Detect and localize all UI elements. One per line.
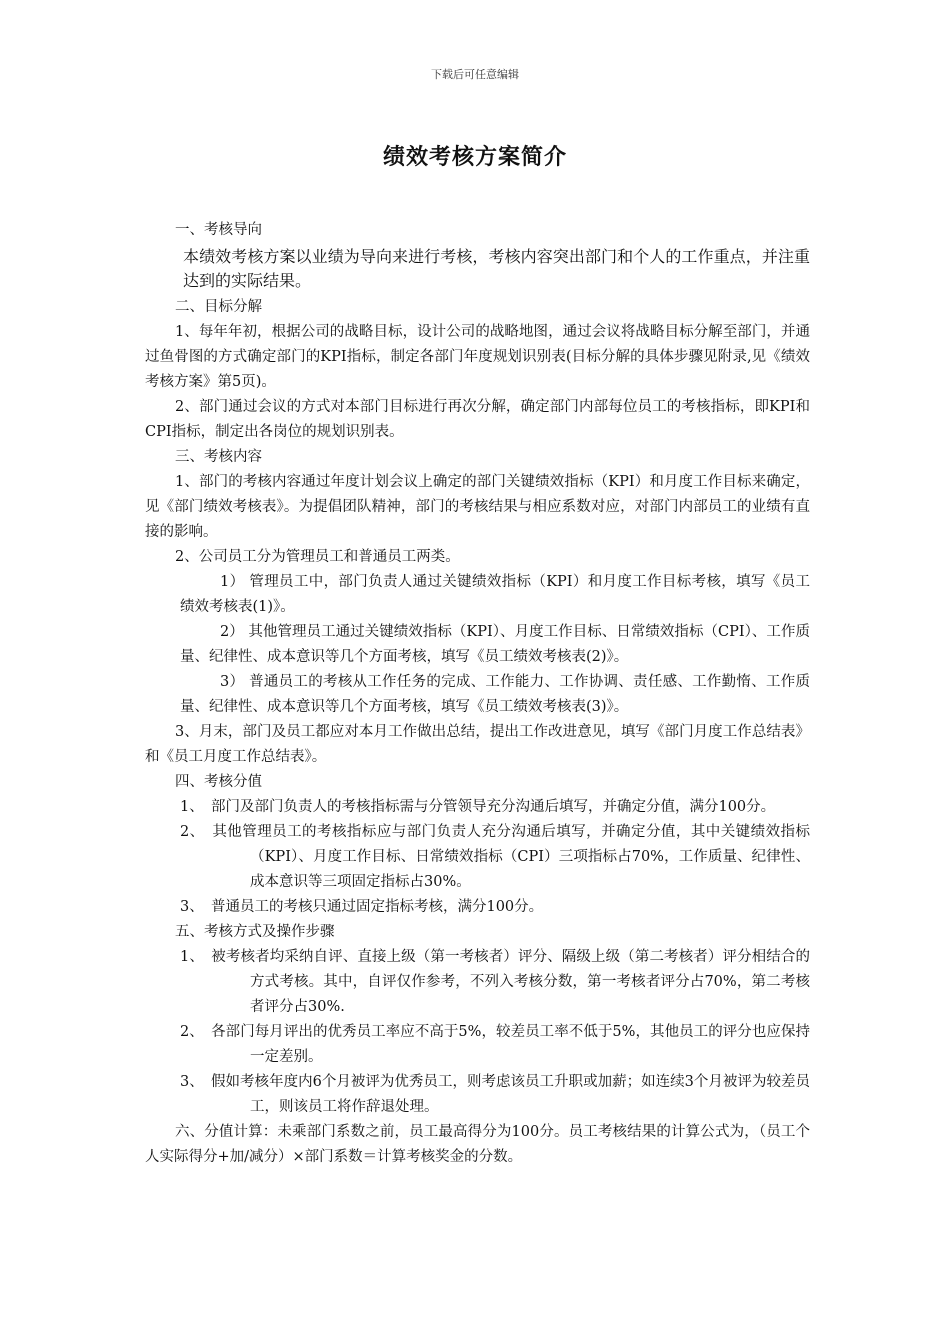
- section-5-item-2: 2、 各部门每月评出的优秀员工率应不高于5%，较差员工率不低于5%，其他员工的评分也应保持一定差别。: [180, 1024, 810, 1065]
- header-note: 下载后可任意编辑: [431, 68, 519, 81]
- section-1-body: 本绩效考核方案以业绩为导向来进行考核，考核内容突出部门和个人的工作重点，并注重达到的实际结果。: [183, 247, 810, 290]
- section-4-item-2: 2、 其他管理员工的考核指标应与部门负责人充分沟通后填写，并确定分值，其中关键绩效指标（KPI）、月度工作目标、日常绩效指标（CPI）三项指标占70%，工作质量、纪律性、成本意识等三项固定指标占30%。: [180, 824, 810, 890]
- section-3-paragraph-2: 2、公司员工分为管理员工和普通员工两类。: [175, 549, 460, 565]
- section-2-paragraph-2: 2、部门通过会议的方式对本部门目标进行再次分解，确定部门内部每位员工的考核指标，即KPI和CPI指标，制定出各岗位的规划识别表。: [145, 399, 810, 440]
- section-5-heading: 五、考核方式及操作步骤: [175, 924, 335, 940]
- section-4-item-1: 1、 部门及部门负责人的考核指标需与分管领导充分沟通后填写，并确定分值，满分100分。: [180, 799, 776, 815]
- section-3-sub-item-2: 2） 其他管理员工通过关键绩效指标（KPI）、月度工作目标、日常绩效指标（CPI）、工作质量、纪律性、成本意识等几个方面考核，填写《员工绩效考核表(2)》。: [180, 624, 810, 665]
- section-1-heading: 一、考核导向: [175, 222, 262, 238]
- section-3-sub-item-3: 3） 普通员工的考核从工作任务的完成、工作能力、工作协调、责任感、工作勤惰、工作质量、纪律性、成本意识等几个方面考核，填写《员工绩效考核表(3)》。: [180, 674, 810, 715]
- section-3-paragraph-1: 1、部门的考核内容通过年度计划会议上确定的部门关键绩效指标（KPI）和月度工作目标来确定，见《部门绩效考核表》。为提倡团队精神，部门的考核结果与相应系数对应，对部门内部员工的业绩有直接的影响。: [145, 474, 810, 540]
- section-3-sub-item-1: 1） 管理员工中，部门负责人通过关键绩效指标（KPI）和月度工作目标考核，填写《员工绩效考核表(1)》。: [180, 574, 810, 615]
- section-2-heading: 二、目标分解: [175, 299, 262, 315]
- section-4-heading: 四、考核分值: [175, 774, 262, 790]
- section-6-paragraph: 六、分值计算：未乘部门系数之前，员工最高得分为100分。员工考核结果的计算公式为，（员工个人实际得分+加/减分）×部门系数＝计算考核奖金的分数。: [145, 1124, 810, 1165]
- document-title: 绩效考核方案简介: [382, 144, 567, 170]
- section-3-heading: 三、考核内容: [175, 449, 262, 465]
- section-5-item-1: 1、 被考核者均采纳自评、直接上级（第一考核者）评分、隔级上级（第二考核者）评分相结合的方式考核。其中，自评仅作参考，不列入考核分数，第一考核者评分占70%，第二考核者评分占30%.: [180, 949, 810, 1015]
- section-4-item-3: 3、 普通员工的考核只通过固定指标考核，满分100分。: [180, 899, 544, 915]
- section-3-paragraph-3: 3、月末，部门及员工都应对本月工作做出总结，提出工作改进意见，填写《部门月度工作总结表》和《员工月度工作总结表》。: [145, 724, 810, 765]
- section-2-paragraph-1: 1、每年年初，根据公司的战略目标，设计公司的战略地图，通过会议将战略目标分解至部门，并通过鱼骨图的方式确定部门的KPI指标，制定各部门年度规划识别表(目标分解的具体步骤见附录,见《绩效考核方案》第5页)。: [145, 324, 810, 390]
- section-5-item-3: 3、 假如考核年度内6个月被评为优秀员工，则考虑该员工升职或加薪；如连续3个月被评为较差员工，则该员工将作辞退处理。: [180, 1074, 810, 1115]
- document-body: [145, 218, 810, 1170]
